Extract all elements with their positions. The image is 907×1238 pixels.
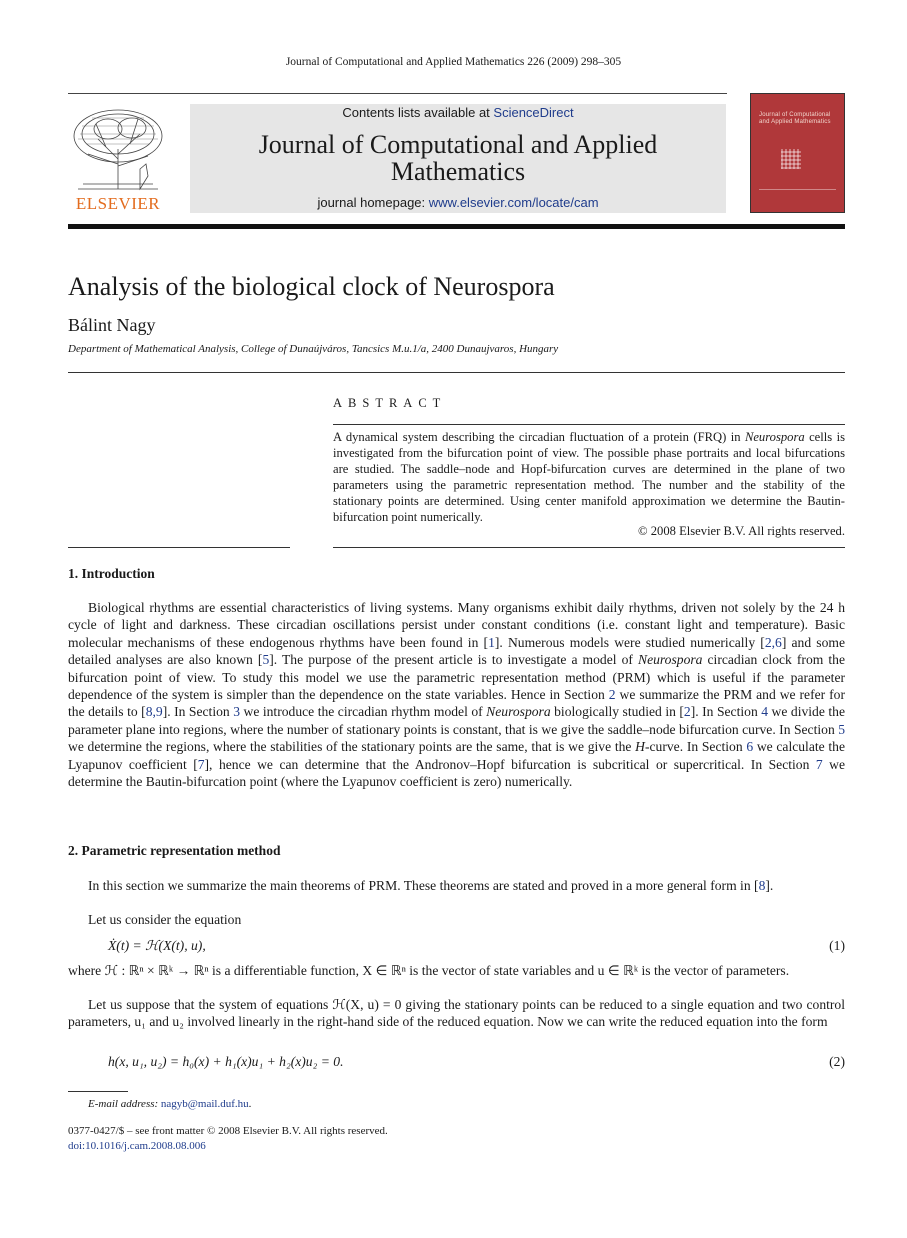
citation-link[interactable]: 8,9 xyxy=(145,704,163,720)
equation-1-expression: Ẋ(t) = ℋ(X(t), u), xyxy=(108,938,206,953)
author-affiliation: Department of Mathematical Analysis, College of Dunaújváros, Tancsics M.u.1/a, 2400 Dunaujvaros, Hungary xyxy=(68,343,559,355)
journal-title-line2: Mathematics xyxy=(390,157,526,186)
contents-line xyxy=(190,104,726,120)
journal-cover-image xyxy=(750,93,845,213)
section-link[interactable]: 6 xyxy=(746,739,754,755)
sciencedirect-link[interactable]: ScienceDirect xyxy=(493,105,574,120)
prm-paragraph-1: In this section we summarize the main theorems of PRM. These theorems are stated and proved in a more general form in [8]. xyxy=(88,878,774,893)
contents-prefix: Contents lists available at xyxy=(342,105,494,120)
journal-homepage xyxy=(190,195,726,210)
abstract-rule-right xyxy=(333,547,845,548)
abstract-heading: ABSTRACT xyxy=(333,396,447,410)
abstract-rule-top xyxy=(333,424,845,425)
email-link[interactable]: nagyb@mail.duf.hu xyxy=(160,1098,249,1110)
cover-graphic xyxy=(781,149,801,169)
section-heading-introduction: 1. Introduction xyxy=(68,566,155,581)
citation-link[interactable]: 5 xyxy=(262,652,270,668)
citation-link[interactable]: 7 xyxy=(197,756,205,772)
cover-footer xyxy=(759,189,836,198)
running-head: Journal of Computational and Applied Mathematics 226 (2009) 298–305 xyxy=(285,56,622,68)
footnote-rule xyxy=(68,1091,128,1092)
section-heading-prm: 2. Parametric representation method xyxy=(68,843,281,858)
masthead-rule xyxy=(68,93,727,94)
section-link[interactable]: 4 xyxy=(761,704,769,720)
abstract-text: A dynamical system describing the circadian fluctuation of a protein (FRQ) in Neurospora cells is investigated from the bifurcation point of view. The possible phase portraits and local bifurcations are studied. The saddle–node and Hopf-bifurcation curves are determined in the plane of two parameters using the parametric representation method. The number and the stability of the stationary points are determined. Using center manifold approximation we determine the Bautin-bifurcation point numerically. xyxy=(333,430,845,524)
introduction-paragraph: Biological rhythms are essential characteristics of living systems. Many organisms exhibit daily rhythms, driven not solely by the 24 h cycle of light and darkness. These circadian oscillations persist under constant conditions (i.e. constant light and temperature). Basic molecular mechanisms of these endogenous rhythms have been found in [1]. Numerous models were studied numerically [2,6] and some detailed analyses are also known [5]. The purpose of the present article is to investigate a model of Neurospora circadian clock from the bifurcation point of view. To study this model we use the parametric representation method (PRM) which is useful if the parameter dependence of the system is simpler than the dependence on the state variables. Hence in Section 2 we summarize the PRM and we refer for the details to [8,9]. In Section 3 we introduce the circadian rhythm model of Neurospora biologically studied in [2]. In Section 4 we divide the parameter plane into regions, where the number of stationary points is constant, that is we give the saddle–node bifurcation curve. In Section 5 we determine the regions, where the stabilities of the stationary points are the same, that is we give the H-curve. In Section 6 we calculate the Lyapunov coefficient [7], hence we can determine that the Andronov–Hopf bifurcation is subcritical or supercritical. In Section 7 we determine the Bautin-bifurcation point (where the Lyapunov coefficient is zero) numerically. xyxy=(68,600,846,790)
equation-2-number: (2) xyxy=(829,1054,845,1069)
equation-2-expression: h(x, u₁, u₂) = h₀(x) + h₁(x)u₁ + h₂(x)u₂ = 0. xyxy=(108,1054,344,1069)
citation-link[interactable]: 2 xyxy=(683,704,691,720)
doi-link[interactable]: doi:10.1016/j.cam.2008.08.006 xyxy=(68,1140,206,1152)
email-footnote: E-mail address: nagyb@mail.duf.hu. xyxy=(88,1098,252,1110)
elsevier-wordmark: ELSEVIER xyxy=(75,194,161,213)
cover-title: Journal of Computational and Applied Mathematics xyxy=(759,112,831,125)
journal-banner xyxy=(190,104,726,213)
elsevier-logo xyxy=(68,104,168,214)
section-link[interactable]: 7 xyxy=(815,756,823,772)
abstract-copyright: © 2008 Elsevier B.V. All rights reserved. xyxy=(638,524,845,538)
journal-title-line1: Journal of Computational and Applied xyxy=(258,130,658,159)
section-link[interactable]: 5 xyxy=(838,721,845,737)
section-link[interactable]: 3 xyxy=(233,704,241,720)
tree-icon xyxy=(68,104,168,194)
front-matter: 0377-0427/$ – see front matter © 2008 Elsevier B.V. All rights reserved. xyxy=(68,1125,388,1137)
homepage-prefix: journal homepage: xyxy=(317,195,429,210)
section-link[interactable]: 2 xyxy=(608,687,616,703)
homepage-link[interactable]: www.elsevier.com/locate/cam xyxy=(428,195,599,210)
prm-paragraph-4: Let us suppose that the system of equations ℋ(X, u) = 0 giving the stationary points can be reduced to a single equation and two control parameters, u₁ and u₂ involved linearly in the right-hand side of the reduced equation. Now we can write the reduced equation into the form xyxy=(68,997,845,1030)
header-thick-rule xyxy=(68,224,845,229)
prm-paragraph-3: where ℋ : ℝⁿ × ℝᵏ → ℝⁿ is a differentiable function, X ∈ ℝⁿ is the vector of state variables and u ∈ ℝᵏ is the vector of parameters. xyxy=(68,963,790,978)
citation-link[interactable]: 8 xyxy=(758,878,766,893)
equation-1-number: (1) xyxy=(829,938,845,953)
abstract-rule-left xyxy=(68,547,290,548)
prm-paragraph-2: Let us consider the equation xyxy=(88,912,242,927)
title-rule xyxy=(68,372,845,373)
article-author: Bálint Nagy xyxy=(68,315,156,335)
citation-link[interactable]: 1 xyxy=(488,634,495,650)
citation-link[interactable]: 2,6 xyxy=(764,634,782,650)
journal-title xyxy=(190,131,726,185)
article-title: Analysis of the biological clock of Neurospora xyxy=(68,272,555,301)
